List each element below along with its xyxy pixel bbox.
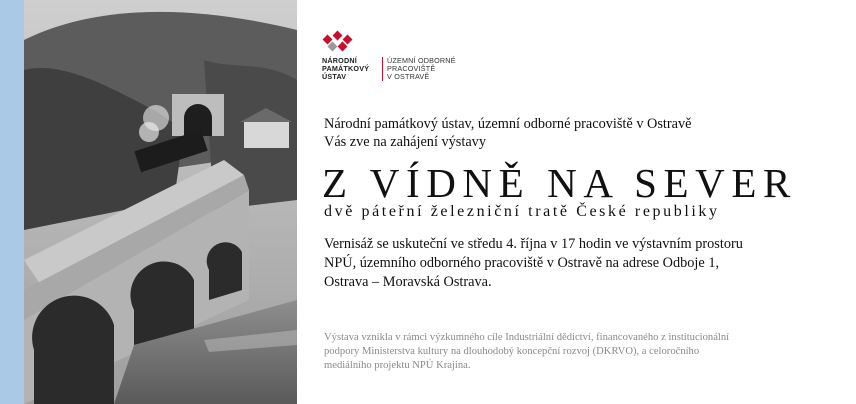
npu-logo-mark-icon xyxy=(322,30,356,54)
footnote-line: Výstava vznikla v rámci výzkumného cíle Industriální dědictví, financovaného z institucionální xyxy=(324,332,730,343)
vernissage-details xyxy=(324,235,824,292)
exhibition-subtitle: dvě páteřní železniční tratě České republiky xyxy=(324,203,720,220)
exhibition-footnote xyxy=(324,331,824,373)
logo-branch-name: ÚZEMNÍ ODBORNÉ PRACOVIŠTĚ V OSTRAVĚ xyxy=(387,56,456,82)
npu-logo xyxy=(322,30,522,90)
details-line: NPÚ, územního odborného pracoviště v Ostravě na adrese Odboje 1, xyxy=(324,255,720,271)
logo-divider xyxy=(382,57,383,81)
details-line: Vernisáž se uskuteční ve středu 4. října v 17 hodin ve výstavním prostoru xyxy=(324,236,743,252)
exhibition-title: Z VÍDNĚ NA SEVER xyxy=(322,160,797,206)
footnote-line: podpory Ministerstva kultury na dlouhodobý koncepční rozvoj (DKRVO), a celoročního xyxy=(324,346,700,357)
invitation-intro xyxy=(324,115,692,151)
blue-side-strip xyxy=(0,0,24,404)
railway-viaduct-photo xyxy=(24,0,297,404)
details-line: Ostrava – Moravská Ostrava. xyxy=(324,274,492,290)
intro-line-invite: Vás zve na zahájení výstavy xyxy=(324,134,486,150)
logo-institution-name: NÁRODNÍ PAMÁTKOVÝ ÚSTAV xyxy=(322,56,370,82)
footnote-line: mediálního projektu NPÚ Krajina. xyxy=(324,360,471,371)
intro-line-organizer: Národní památkový ústav, územní odborné pracoviště v Ostravě xyxy=(324,116,692,132)
